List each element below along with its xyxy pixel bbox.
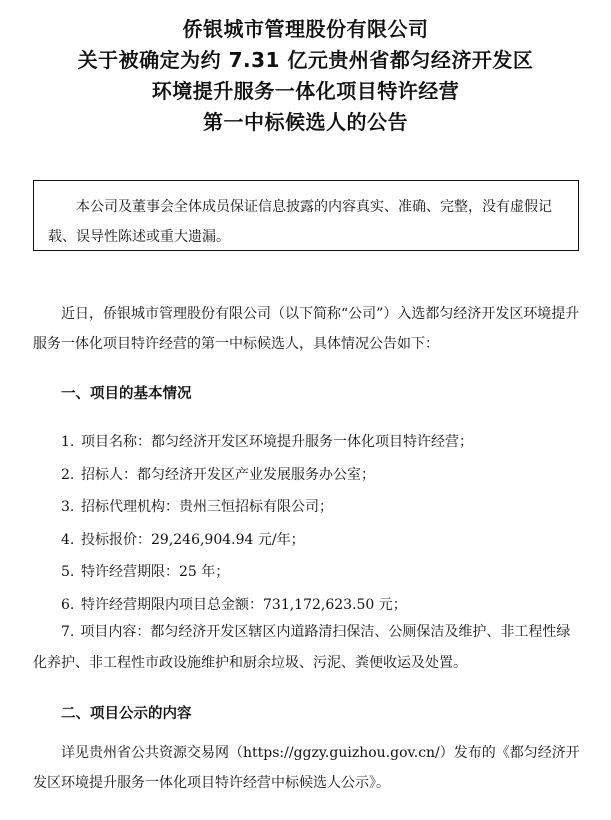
list-item-text: 招标人：都匀经济开发区产业发展服务办公室； [81,467,375,483]
list-item-number: 7. [61,624,75,640]
list-item [61,595,407,615]
list-item-number: 6. [61,597,75,613]
list-item-text: 招标代理机构：贵州三恒招标有限公司； [81,499,333,515]
title-line-2: 关于被确定为约 7.31 亿元贵州省都匀经济开发区 [77,48,534,72]
list-item [61,530,305,550]
list-item-text: 特许经营期限内项目总金额：731,172,623.50 元； [81,597,407,613]
list-item [61,432,473,452]
list-item [61,562,229,582]
section-1-heading: 一、项目的基本情况 [61,386,192,402]
list-item-number: 2. [61,467,75,483]
section-2-paragraph: 详见贵州省公共资源交易网（https://ggzy.guizhou.gov.cn/）发布的《都匀经济开发区环境提升服务一体化项目特许经营中标候选人公示》。 [33,745,580,791]
company-name: 侨银城市管理股份有限公司 [182,17,429,41]
disclaimer-text: 本公司及董事会全体成员保证信息披露的内容真实、准确、完整，没有虚假记载、误导性陈述或重大遗漏。 [48,199,552,245]
list-item-text: 特许经营期限：25 年； [81,564,230,580]
list-item [61,497,333,517]
list-item [33,617,583,679]
list-item-text: 项目内容：都匀经济开发区辖区内道路清扫保洁、公厕保洁及维护、非工程性绿化养护、非工程性市政设施维护和厨余垃圾、污泥、粪便收运及处置。 [33,624,571,671]
list-item-number: 4. [61,532,75,548]
disclaimer-box [33,180,579,251]
list-item-number: 3. [61,499,75,515]
list-item [61,465,375,485]
list-item-number: 1. [61,434,75,450]
title-line-3: 环境提升服务一体化项目特许经营 [151,79,460,103]
list-item-text: 项目名称：都匀经济开发区环境提升服务一体化项目特许经营； [81,434,473,450]
announcement-title [0,14,611,138]
list-item-text: 投标报价：29,246,904.94 元/年； [81,532,305,548]
title-line-4: 第一中标候选人的公告 [203,110,408,134]
intro-paragraph: 近日，侨银城市管理股份有限公司（以下简称“公司”）入选都匀经济开发区环境提升服务一体化项目特许经营的第一中标候选人，具体情况公告如下： [33,306,580,352]
list-item-number: 5. [61,564,75,580]
section-2-heading: 二、项目公示的内容 [61,706,192,722]
